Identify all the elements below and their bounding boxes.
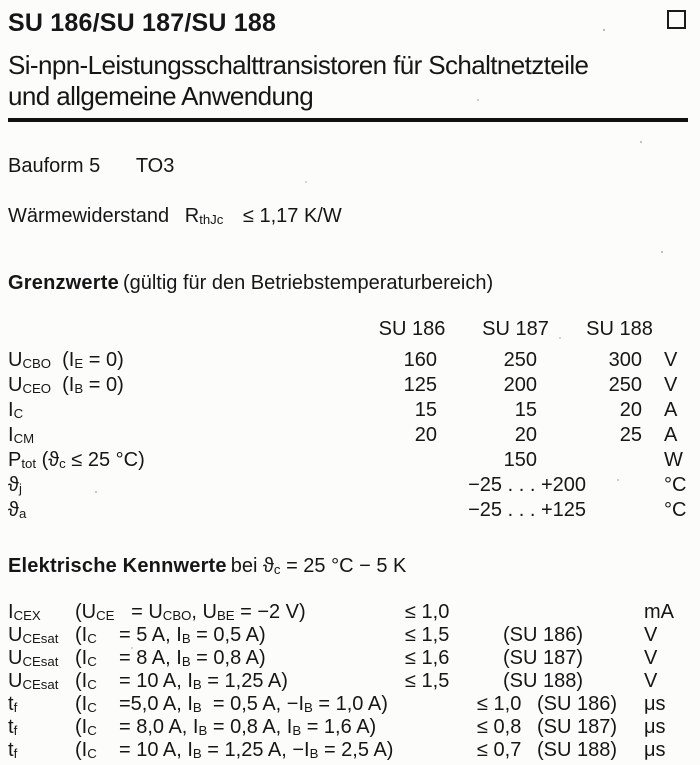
row-symbol: $U_{CEsat}$ [8,646,59,669]
row-unit: °C [664,473,687,496]
electrical-heading-rest: bei $ϑ_c = 25$ °C − 5 K [230,554,407,577]
row-symbol: $I_{CM}$ [8,423,35,446]
row-unit: μs [644,692,666,715]
column-header-su188: SU 188 [586,317,653,340]
row-symbol: $P_{tot}$ ($ϑ_c \le 25$ °C) [8,448,145,471]
row-condition: ($I_C$ = 8,0 A, $I_B = 0,8$ A, $I_B = 1,6$ A) [75,715,377,738]
corner-square-icon [667,10,686,29]
row-symbol: $ϑ_a$ [8,498,27,521]
table-row [8,473,690,498]
electrical-heading-bold: Elektrische Kennwerte [8,554,227,577]
table-row [8,739,690,762]
row-device: (SU 187) [537,715,618,738]
bauform-label: Bauform 5 [8,155,101,177]
row-condition: ($U_{CE} = U_{CBO}$, $U_{BE} = -2$ V) [75,600,306,623]
row-limit: ≤ 1,6 [405,646,450,669]
value-su188: 250 [608,373,642,396]
value-su187: 15 [514,398,537,421]
subtitle-line-2: und allgemeine Anwendung [8,81,314,111]
row-condition: ($I_C$ = 10 A, $I_B = 1,25$ A) [75,669,288,692]
row-symbol: $t_f$ [8,715,18,738]
row-unit: A [664,423,678,446]
row-symbol: $U_{CBO}$ $(I_E = 0)$ [8,348,124,371]
row-unit: °C [664,498,687,521]
value-su188: 25 [619,423,642,446]
limits-column-headers [30,318,690,340]
row-unit: mA [644,600,674,623]
value-range: −25 . . . +200 [468,473,586,496]
package-info [8,154,690,178]
row-unit: A [664,398,678,421]
row-limit: ≤ 0,8 [477,715,522,738]
row-symbol: $U_{CEsat}$ [8,669,59,692]
electrical-table [8,601,690,762]
row-symbol: $ϑ_j$ [8,473,22,496]
row-condition: ($I_C$ =5,0 A, $I_B = 0,5$ A, $-I_B = 1,0$ A) [75,692,388,715]
table-row [8,498,690,523]
value-su187: 250 [503,348,537,371]
table-row [8,373,690,398]
thermal-resistance [8,204,690,232]
row-device: (SU 188) [537,738,618,761]
header [8,8,690,38]
table-row [8,448,690,473]
limits-section-heading [8,270,690,296]
value-su186: 15 [414,398,437,421]
thermal-symbol: $R_{thJc}$ [184,205,224,227]
value-centered: 150 [503,448,537,471]
package-type: TO3 [135,155,175,177]
row-limit: ≤ 0,7 [477,738,522,761]
table-row [8,601,690,624]
value-su186: 20 [414,423,437,446]
row-symbol: $I_{CEX}$ [8,600,41,623]
row-device: (SU 186) [537,692,618,715]
row-symbol: $t_f$ [8,692,18,715]
subtitle [8,50,690,112]
value-su188: 20 [619,398,642,421]
row-symbol: $t_f$ [8,738,18,761]
table-row [8,348,690,373]
thermal-value: ≤ 1,17 K/W [242,205,342,227]
limits-table [8,348,690,523]
table-row [8,624,690,647]
row-limit: ≤ 1,5 [405,669,450,692]
row-device: (SU 188) [503,669,584,692]
table-row [8,398,690,423]
value-range: −25 . . . +125 [468,498,586,521]
row-limit: ≤ 1,0 [405,600,450,623]
row-symbol: $U_{CEO}$ $(I_B = 0)$ [8,373,124,396]
row-unit: V [664,373,678,396]
value-su186: 160 [403,348,437,371]
thermal-label: Wärmewiderstand [8,205,170,227]
row-limit: ≤ 1,5 [405,623,450,646]
table-row [8,716,690,739]
row-unit: W [664,448,683,471]
row-condition: ($I_C$ = 10 A, $I_B = 1,25$ A, $-I_B = 2,5$ A) [75,738,394,761]
value-su186: 125 [403,373,437,396]
row-unit: μs [644,715,666,738]
row-unit: V [644,646,658,669]
value-su187: 200 [503,373,537,396]
row-device: (SU 187) [503,646,584,669]
table-row [8,693,690,716]
row-condition: ($I_C$ = 8 A, $I_B = 0,8$ A) [75,646,266,669]
row-unit: V [644,623,658,646]
table-row [8,423,690,448]
electrical-section-heading [8,553,690,583]
row-unit: μs [644,738,666,761]
value-su187: 20 [514,423,537,446]
row-limit: ≤ 1,0 [477,692,522,715]
table-row [8,670,690,693]
column-header-su186: SU 186 [378,317,446,340]
limits-heading-bold: Grenzwerte [8,271,119,294]
row-symbol: $U_{CEsat}$ [8,623,59,646]
row-condition: ($I_C$ = 5 A, $I_B = 0,5$ A) [75,623,266,646]
horizontal-rule [8,118,688,122]
row-unit: V [664,348,678,371]
row-unit: V [644,669,658,692]
row-symbol: $I_C$ [8,398,24,421]
limits-heading-rest: (gültig für den Betriebstemperaturbereich) [122,271,494,294]
subtitle-line-1: Si-npn-Leistungsschalttransistoren für Schaltnetzteile [8,50,589,80]
page-title: SU 186/SU 187/SU 188 [8,9,277,37]
table-row [8,647,690,670]
column-header-su187: SU 187 [482,317,549,340]
value-su188: 300 [608,348,642,371]
row-device: (SU 186) [503,623,584,646]
